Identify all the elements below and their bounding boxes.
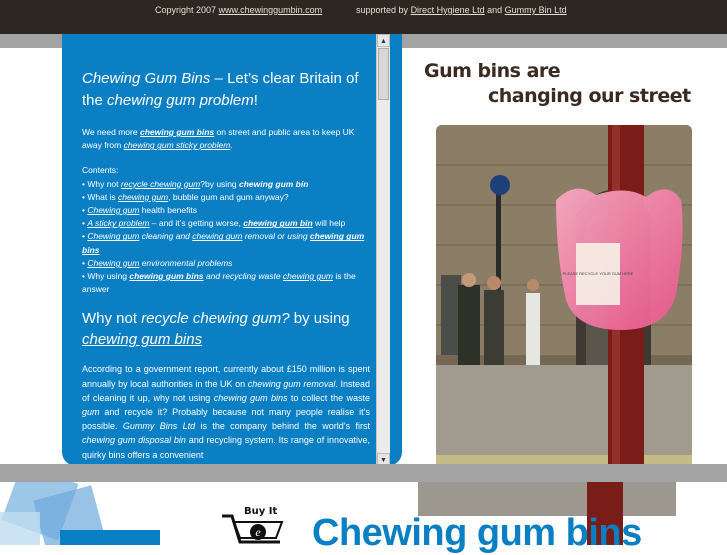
bin-label-text: PLEASE RECYCLE YOUR GUM HERE (562, 271, 634, 276)
buy-it-label: Buy It (244, 506, 278, 517)
street-scene-image (436, 125, 692, 465)
headline-line-2: changing our street (488, 85, 691, 107)
contents-item-5-link-1[interactable]: Chewing gum (87, 231, 140, 242)
contents-item-1-text: • Why not (82, 178, 121, 189)
contents-item-4-text: – and it’s getting worse, (149, 218, 244, 229)
title-text-2: – Let’s clear Britain of the (82, 70, 359, 109)
body-text-3: to collect the waste (287, 392, 370, 403)
contents-item-6-bullet: • (82, 257, 88, 268)
heading-emphasis: recycle chewing gum? (141, 310, 290, 328)
headline-line-1: Gum bins are (424, 60, 561, 82)
decorative-squares (0, 482, 200, 545)
heading-text-a: Why not (82, 310, 142, 328)
sponsor-direct-hygiene-link[interactable]: Direct Hygiene Ltd (410, 5, 485, 15)
article-scrollbar[interactable] (376, 34, 390, 466)
intro-paragraph (82, 126, 370, 152)
heading-link[interactable]: chewing gum bins (82, 331, 203, 349)
contents-item-5-link-2[interactable]: chewing gum (192, 231, 243, 242)
gum-bin-photo (436, 125, 692, 465)
supported-by-text (356, 5, 567, 15)
contents-item-2-text: • What is (82, 191, 119, 202)
contents-item-2-link[interactable]: chewing gum (118, 191, 169, 202)
contents-item-7-text-b: and recycling waste (203, 271, 283, 282)
intro-text-a: We need more (82, 127, 140, 137)
contents-item-5-text: cleaning and (139, 231, 193, 242)
intro-text-c: . (230, 140, 233, 151)
contents-item-1-text-b: ?by using (200, 178, 240, 189)
contents-item-5-link-3[interactable]: chewing gum bins (82, 231, 365, 255)
contents-item-3-text: health benefits (139, 205, 197, 216)
scroll-thumb[interactable] (378, 48, 389, 100)
contents-item-7-link-2[interactable]: chewing gum (282, 271, 334, 282)
body-text-1: According to a government report, currently about £150 million is spent annually by local authorities in the UK on (82, 364, 370, 389)
contents-item-7-link-1[interactable]: chewing gum bins (129, 271, 204, 282)
body-em-2: chewing gum bins (213, 392, 288, 403)
contents-item-4-link-1[interactable]: A sticky problem (87, 218, 150, 229)
scroll-down-arrow-icon[interactable]: ▼ (377, 453, 390, 466)
left-margin (0, 48, 62, 464)
bottom-title: Chewing gum bins (312, 512, 642, 554)
and-text: and (487, 5, 503, 15)
buy-it-button[interactable] (220, 508, 290, 553)
article-title (82, 68, 370, 112)
body-em-3: gum (82, 407, 100, 418)
title-text-4: ! (253, 92, 258, 109)
body-em-4: Gummy Bins Ltd (122, 421, 196, 432)
body-text-6: and recycling system. Its range of innovative, quirky bins offers a convenient (82, 435, 370, 460)
contents-item-4-link-2[interactable]: chewing gum bin (243, 218, 313, 229)
contents-item-2-text-b: , bubble gum and gum anyway? (168, 191, 289, 202)
contents-item-3-bullet: • (82, 205, 88, 216)
heading-text-c: by using (289, 310, 350, 328)
section-heading (82, 308, 370, 350)
grey-band-bottom (0, 464, 727, 482)
copyright-text (155, 5, 322, 15)
contents-item-6-text: environmental problems (139, 257, 233, 268)
copyright-prefix: Copyright 2007 (155, 5, 217, 15)
body-em-1: chewing gum removal (247, 378, 336, 389)
article-scroll-area[interactable] (82, 40, 370, 464)
scroll-up-arrow-icon[interactable]: ▲ (377, 34, 390, 47)
contents-item-1-link[interactable]: recycle chewing gum (120, 178, 201, 189)
title-emphasis-2: chewing gum problem (107, 92, 254, 109)
contents-item-1-bold: chewing gum bin (239, 178, 309, 189)
contents-item-6-link[interactable]: Chewing gum (87, 257, 140, 268)
contents-list (82, 164, 370, 296)
contents-item-5-text-c: removal or using (242, 231, 310, 242)
body-paragraph (82, 362, 370, 461)
body-text-4: and recycle it? Probably because not many people realise it’s possible. (82, 407, 370, 432)
svg-text:e: e (255, 525, 261, 539)
photo-road-strip (418, 482, 676, 516)
body-text-2: . Instead of cleaning it up, why not using (82, 378, 370, 403)
sponsor-gummy-bin-link[interactable]: Gummy Bin Ltd (504, 5, 567, 15)
contents-item-3-link[interactable]: Chewing gum (87, 205, 140, 216)
contents-item-4-text-c: will help (312, 218, 346, 229)
contents-item-7-text-c: is the answer (82, 271, 356, 295)
intro-text-b: on street and public area to keep UK away from (82, 127, 355, 151)
copyright-link[interactable]: www.chewinggumbin.com (218, 5, 323, 15)
top-bar (0, 0, 727, 34)
contents-item-5-bullet: • (82, 231, 88, 242)
title-emphasis-1: Chewing Gum Bins (82, 70, 211, 87)
intro-link-bins[interactable]: chewing gum bins (139, 127, 215, 137)
contents-item-7-text: • Why using (82, 271, 130, 282)
body-text-5: is the company behind the world’s first (195, 421, 370, 432)
intro-link-problem[interactable]: chewing gum sticky problem (123, 140, 231, 151)
body-em-5: chewing gum disposal bin (82, 435, 186, 446)
contents-item-4-bullet: • (82, 218, 88, 229)
contents-label: Contents: (82, 165, 119, 176)
supported-by-label: supported by (356, 5, 409, 15)
